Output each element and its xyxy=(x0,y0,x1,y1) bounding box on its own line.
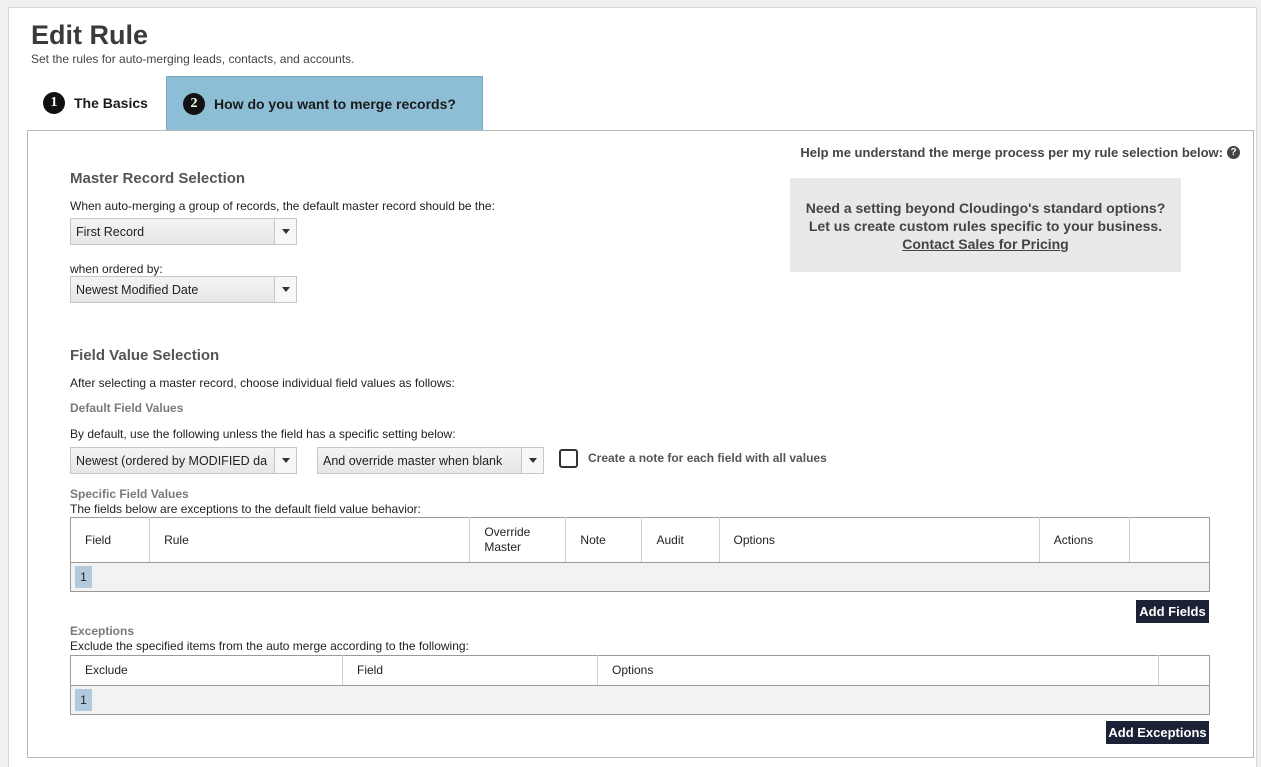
custom-rules-promo xyxy=(790,178,1181,272)
exceptions-heading: Exceptions xyxy=(70,624,135,638)
master-record-description: When auto-merging a group of records, the default master record should be the: xyxy=(70,199,495,213)
default-value-select[interactable] xyxy=(70,447,297,474)
table-pager-row xyxy=(71,563,1210,592)
add-exceptions-button[interactable]: Add Exceptions xyxy=(1106,721,1209,744)
page-number-button[interactable]: 1 xyxy=(75,566,92,588)
page xyxy=(8,7,1257,767)
specific-field-values-heading: Specific Field Values xyxy=(70,487,189,501)
page-number-button[interactable]: 1 xyxy=(75,689,92,711)
chevron-down-icon[interactable] xyxy=(274,448,296,473)
column-header-rule[interactable]: Rule xyxy=(150,518,470,563)
select-value: Newest (ordered by MODIFIED da xyxy=(76,453,268,468)
column-header-actions[interactable]: Actions xyxy=(1039,518,1129,563)
column-header-field[interactable]: Field xyxy=(343,656,598,686)
column-header-field[interactable]: Field xyxy=(71,518,150,563)
promo-line-1: Need a setting beyond Cloudingo's standard options? xyxy=(805,200,1166,216)
help-text: Help me understand the merge process per my rule selection below: xyxy=(800,145,1223,160)
tab-label: How do you want to merge records? xyxy=(214,95,456,112)
column-header-options[interactable]: Options xyxy=(719,518,1039,563)
contact-sales-link[interactable]: Contact Sales for Pricing xyxy=(902,236,1069,252)
master-record-select[interactable] xyxy=(70,218,297,245)
select-value: And override master when blank xyxy=(323,453,503,468)
tab-merge-records[interactable] xyxy=(166,76,483,130)
table-header-row xyxy=(71,656,1210,686)
column-header-empty xyxy=(1129,518,1209,563)
column-header-empty xyxy=(1159,656,1210,686)
table-header-row xyxy=(71,518,1210,563)
ordered-by-select[interactable] xyxy=(70,276,297,303)
page-subtitle: Set the rules for auto-merging leads, contacts, and accounts. xyxy=(31,52,355,66)
page-title: Edit Rule xyxy=(31,20,149,50)
default-field-values-heading: Default Field Values xyxy=(70,401,184,415)
promo-line-2: Let us create custom rules specific to your business. xyxy=(808,218,1163,234)
column-header-override-master[interactable]: Override Master xyxy=(470,518,566,563)
select-value: Newest Modified Date xyxy=(76,282,199,297)
tab-label: The Basics xyxy=(74,95,148,111)
override-select[interactable] xyxy=(317,447,544,474)
chevron-down-icon[interactable] xyxy=(274,277,296,302)
column-header-exclude[interactable]: Exclude xyxy=(71,656,343,686)
help-link[interactable] xyxy=(800,145,1240,160)
step-number-badge: 2 xyxy=(183,93,205,115)
specific-field-values-description: The fields below are exceptions to the default field value behavior: xyxy=(70,502,421,516)
select-value: First Record xyxy=(76,224,145,239)
column-header-audit[interactable]: Audit xyxy=(642,518,719,563)
table-pager xyxy=(71,563,1210,592)
field-value-description: After selecting a master record, choose individual field values as follows: xyxy=(70,376,455,390)
chevron-down-icon[interactable] xyxy=(521,448,543,473)
create-note-checkbox[interactable] xyxy=(559,449,578,468)
exceptions-description: Exclude the specified items from the auto merge according to the following: xyxy=(70,639,469,653)
default-field-values-description: By default, use the following unless the field has a specific setting below: xyxy=(70,427,456,441)
create-note-label: Create a note for each field with all values xyxy=(588,451,827,465)
ordered-by-label: when ordered by: xyxy=(70,262,163,276)
table-pager xyxy=(71,686,1210,715)
specific-fields-table xyxy=(70,517,1210,592)
step-number-badge: 1 xyxy=(43,92,65,114)
tab-the-basics[interactable] xyxy=(43,76,167,130)
field-value-heading: Field Value Selection xyxy=(70,347,220,364)
column-header-options[interactable]: Options xyxy=(598,656,1159,686)
chevron-down-icon[interactable] xyxy=(274,219,296,244)
master-record-heading: Master Record Selection xyxy=(70,170,246,187)
column-header-note[interactable]: Note xyxy=(566,518,642,563)
table-pager-row xyxy=(71,686,1210,715)
question-circle-icon[interactable]: ? xyxy=(1227,146,1240,159)
exceptions-table xyxy=(70,655,1210,715)
tab-panel xyxy=(27,130,1254,758)
add-fields-button[interactable]: Add Fields xyxy=(1136,600,1209,623)
